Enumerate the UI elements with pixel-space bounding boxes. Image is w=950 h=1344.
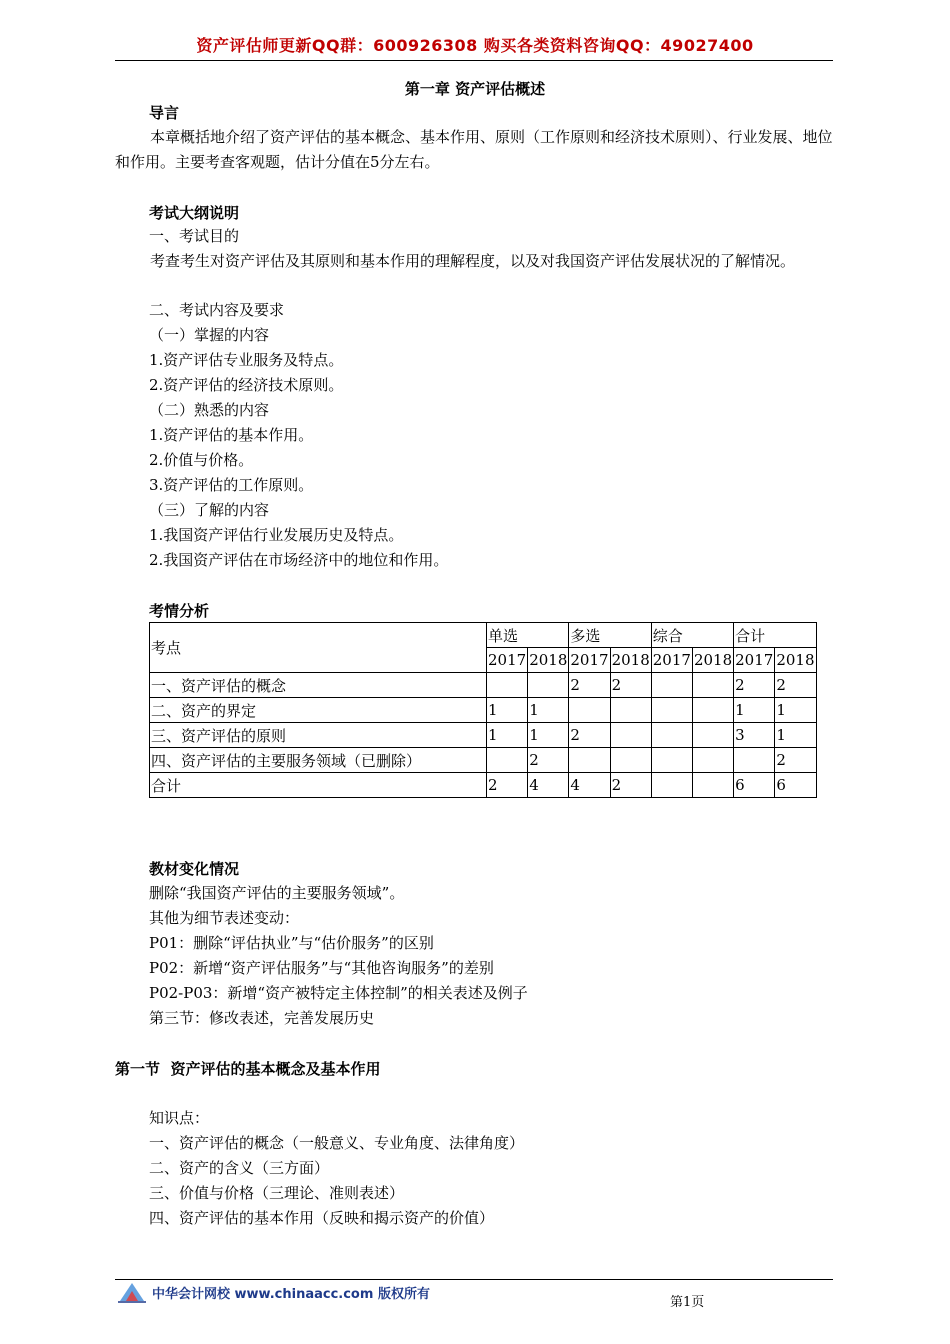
header-divider	[115, 60, 833, 61]
familiar-item-1: 1.资产评估的基本作用。	[149, 426, 314, 444]
table-cell	[610, 698, 651, 723]
changes-heading: 教材变化情况	[149, 860, 240, 878]
year-header: 2017	[569, 648, 610, 673]
table-cell	[692, 773, 733, 798]
table-cell: 1	[734, 698, 775, 723]
table-cell	[692, 698, 733, 723]
familiar-item-3: 3.资产评估的工作原则。	[149, 476, 314, 494]
know-title: （三）了解的内容	[149, 501, 270, 519]
knowledge-point: 二、资产的含义（三方面）	[149, 1159, 330, 1177]
year-header: 2017	[651, 648, 692, 673]
table-cell	[734, 748, 775, 773]
purpose-text: 考查考生对资产评估及其原则和基本作用的理解程度，以及对我国资产评估发展状况的了解情况。	[150, 252, 796, 270]
table-total-row	[150, 773, 817, 798]
table-cell	[692, 748, 733, 773]
group-header: 合计	[734, 623, 816, 648]
footer-divider	[115, 1279, 833, 1280]
table-cell: 4	[528, 773, 569, 798]
footer-brand[interactable]: 中华会计网校 www.chinaacc.com 版权所有	[152, 1287, 430, 1302]
row-label: 四、资产评估的主要服务领域（已删除）	[150, 748, 487, 773]
table-cell	[651, 723, 692, 748]
table-cell	[651, 748, 692, 773]
table-row	[150, 673, 817, 698]
row-label: 三、资产评估的原则	[150, 723, 487, 748]
intro-text: 本章概括地介绍了资产评估的基本概念、基本作用、原则（工作原则和经济技术原则）、行业发展、地位和作用。主要考查客观题，估计分值在5分左右。	[115, 128, 833, 171]
know-item-1: 1.我国资产评估行业发展历史及特点。	[149, 526, 404, 544]
group-header: 多选	[569, 623, 651, 648]
table-cell	[651, 673, 692, 698]
table-cell: 2	[610, 673, 651, 698]
table-cell: 1	[775, 723, 816, 748]
table-cell: 2	[487, 773, 528, 798]
table-cell: 2	[610, 773, 651, 798]
table-group-header-row	[150, 623, 817, 648]
table-cell: 2	[734, 673, 775, 698]
changes-line: P02：新增“资产评估服务”与“其他咨询服务”的差别	[149, 959, 494, 977]
master-title: （一）掌握的内容	[149, 326, 270, 344]
table-cell	[610, 723, 651, 748]
table-cell	[610, 748, 651, 773]
familiar-item-2: 2.价值与价格。	[149, 451, 254, 469]
changes-line: 其他为细节表述变动：	[149, 909, 300, 927]
outline-heading: 考试大纲说明	[149, 204, 240, 222]
table-cell	[692, 723, 733, 748]
page-number: 第1页	[670, 1295, 705, 1310]
table-cell: 6	[775, 773, 816, 798]
year-header: 2018	[528, 648, 569, 673]
changes-line: P01：删除“评估执业”与“估价服务”的区别	[149, 934, 434, 952]
changes-line: 删除“我国资产评估的主要服务领域”。	[149, 884, 405, 902]
chapter-title: 第一章 资产评估概述	[404, 80, 546, 98]
analysis-heading: 考情分析	[149, 602, 210, 620]
year-header: 2018	[610, 648, 651, 673]
table-row	[150, 748, 817, 773]
row-label: 合计	[150, 773, 487, 798]
table-cell: 3	[734, 723, 775, 748]
table-cell: 1	[528, 723, 569, 748]
table-cell: 1	[528, 698, 569, 723]
table-cell	[569, 698, 610, 723]
group-header: 单选	[487, 623, 569, 648]
knowledge-points-title: 知识点：	[149, 1109, 210, 1127]
intro-heading: 导言	[149, 104, 180, 122]
table-cell: 2	[528, 748, 569, 773]
year-header: 2017	[487, 648, 528, 673]
table-row	[150, 698, 817, 723]
table-cell: 2	[775, 673, 816, 698]
table-cell: 1	[487, 698, 528, 723]
familiar-title: （二）熟悉的内容	[149, 401, 270, 419]
table-cell	[651, 773, 692, 798]
row-label: 一、资产评估的概念	[150, 673, 487, 698]
master-item-2: 2.资产评估的经济技术原则。	[149, 376, 344, 394]
knowledge-point: 三、价值与价格（三理论、准则表述）	[149, 1184, 405, 1202]
content-title: 二、考试内容及要求	[149, 301, 285, 319]
group-header: 综合	[651, 623, 733, 648]
know-item-2: 2.我国资产评估在市场经济中的地位和作用。	[149, 551, 449, 569]
section-heading: 第一节 资产评估的基本概念及基本作用	[115, 1060, 381, 1078]
row-label: 二、资产的界定	[150, 698, 487, 723]
knowledge-point: 四、资产评估的基本作用（反映和揭示资产的价值）	[149, 1209, 495, 1227]
table-cell	[651, 698, 692, 723]
table-cell: 2	[569, 723, 610, 748]
table-cell: 1	[775, 698, 816, 723]
table-cell: 2	[775, 748, 816, 773]
table-cell	[692, 673, 733, 698]
table-cell	[487, 748, 528, 773]
master-item-1: 1.资产评估专业服务及特点。	[149, 351, 344, 369]
knowledge-point: 一、资产评估的概念（一般意义、专业角度、法律角度）	[149, 1134, 525, 1152]
table-cell	[487, 673, 528, 698]
point-header: 考点	[150, 623, 487, 673]
year-header: 2018	[692, 648, 733, 673]
changes-line: P02-P03：新增“资产被特定主体控制”的相关表述及例子	[149, 984, 528, 1002]
chinaacc-logo-icon	[118, 1281, 146, 1303]
table-cell: 2	[569, 673, 610, 698]
table-cell: 6	[734, 773, 775, 798]
purpose-title: 一、考试目的	[149, 227, 240, 245]
table-cell: 4	[569, 773, 610, 798]
exam-analysis-table	[149, 622, 817, 798]
table-cell	[528, 673, 569, 698]
header-banner: 资产评估师更新QQ群：600926308 购买各类资料咨询QQ：49027400	[196, 36, 754, 55]
table-cell: 1	[487, 723, 528, 748]
year-header: 2018	[775, 648, 816, 673]
table-cell	[569, 748, 610, 773]
year-header: 2017	[734, 648, 775, 673]
table-row	[150, 723, 817, 748]
changes-line: 第三节：修改表述，完善发展历史	[149, 1009, 375, 1027]
